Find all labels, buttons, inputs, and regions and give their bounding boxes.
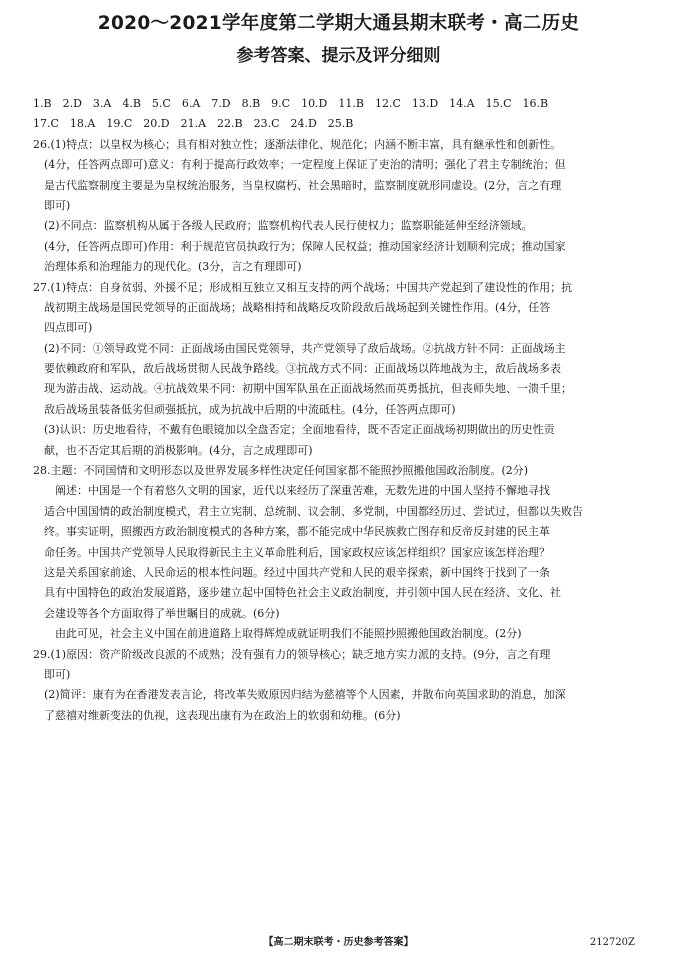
page-footer [0, 934, 677, 952]
answer-line: 要依赖政府和军队，敌后战场贯彻人民战争路线。③抗战方式不同：正面战场以阵地战为主，敌后战场多表 [33, 362, 561, 376]
page-subtitle: 参考答案、提示及评分细则 [236, 46, 441, 66]
answer-line: 命任务。中国共产党领导人民取得新民主主义革命胜利后，国家政权应该怎样组织？国家应该怎样治理？ [33, 545, 550, 559]
answer-line: (3)认识：历史地看待，不戴有色眼镜加以全盘否定；全面地看待，既不否定正面战场初期做出的历史性贡 [33, 423, 555, 437]
answer-line: 四点即可) [33, 321, 93, 335]
answer-line: 适合中国国情的政治制度模式，君主立宪制、总统制、议会制、多党制，中国都经历过、尝试过，但都以失败告 [33, 504, 583, 518]
answer-line: (2)简评：康有为在香港发表言论，将改革失败原因归结为慈禧等个人因素，并散布向英国求助的消息，加深 [33, 688, 566, 702]
answer-line: 17.C 18.A 19.C 20.D 21.A 22.B 23.C 24.D 25.B [33, 117, 354, 131]
answer-line: 是古代监察制度主要是为皇权统治服务，当皇权腐朽、社会黑暗时，监察制度就形同虚设。(2分，言之有理 [33, 178, 562, 192]
page-title: 2020～2021学年度第二学期大通县期末联考・高二历史 [97, 13, 580, 34]
answer-line: 28.主题：不同国情和文明形态以及世界发展多样性决定任何国家都不能照抄照搬他国政治制度。(2分) [33, 464, 529, 478]
answer-line: 27.(1)特点：自身贫弱、外援不足；形成相互独立又相互支持的两个战场；中国共产党起到了建设性的作用；抗 [33, 280, 573, 294]
answer-line: 1.B 2.D 3.A 4.B 5.C 6.A 7.D 8.B 9.C 10.D 11.B 12.C 13.D 14.A 15.C 16.B [33, 97, 549, 110]
answer-line: 由此可见，社会主义中国在前进道路上取得辉煌成就证明我们不能照抄照搬他国政治制度。(2分) [33, 627, 522, 641]
answer-content [33, 94, 647, 726]
answer-line: 这是关系国家前途、人民命运的根本性问题。经过中国共产党和人民的艰辛探索，新中国终于找到了一条 [33, 565, 550, 579]
answer-line: 战初期主战场是国民党领导的正面战场；战略相持和战略反攻阶段敌后战场起到关键性作用。(4分，任答 [33, 300, 551, 314]
answer-line: 敌后战场虽装备低劣但顽强抵抗，成为抗战中后期的中流砥柱。(4分，任答两点即可) [33, 402, 456, 416]
answer-line: (2)不同点：监察机构从属于各级人民政府；监察机构代表人民行使权力；监察职能延伸至经济领域。 [33, 219, 533, 233]
answer-line: 即可) [33, 198, 71, 212]
answer-line: 治理体系和治理能力的现代化。(3分，言之有理即可) [33, 260, 302, 274]
answer-line: 终。事实证明，照搬西方政治制度模式的各种方案，都不能完成中华民族救亡图存和反帝反封建的民主革 [33, 525, 550, 539]
answer-line: 了慈禧对维新变法的仇视，这表现出康有为在政治上的软弱和幼稚。(6分) [33, 708, 401, 722]
answer-line: 会建设等各个方面取得了举世瞩目的成就。(6分) [33, 606, 280, 620]
answer-line: 29.(1)原因：资产阶级改良派的不成熟；没有强有力的领导核心；缺乏地方实力派的支持。(9分，言之有理 [33, 647, 551, 661]
answer-line: (4分，任答两点即可)作用：利于规范官员执政行为；保障人民权益；推动国家经济计划顺利完成；推动国家 [33, 239, 566, 253]
answer-line: 阐述：中国是一个有着悠久文明的国家，近代以来经历了深重苦难，无数先进的中国人坚持不懈地寻找 [33, 484, 550, 498]
answer-line: (2)不同：①领导政党不同：正面战场由国民党领导，共产党领导了敌后战场。②抗战方针不同：正面战场主 [33, 341, 566, 355]
answer-line: 即可) [33, 667, 71, 681]
answer-line: 现为游击战、运动战。④抗战效果不同：初期中国军队虽在正面战场然而英勇抵抗，但丧师失地、一溃千里； [33, 382, 572, 396]
answer-line: 献，也不否定其后期的消极影响。(4分，言之成理即可) [33, 443, 313, 457]
answer-line: 26.(1)特点：以皇权为核心；具有相对独立性；逐渐法律化、规范化；内涵不断丰富，具有継承性和创新性。 [33, 137, 562, 151]
answer-line: (4分，任答两点即可)意义：有利于提高行政效率；一定程度上保证了吏治的清明；强化了君主专制统治；但 [33, 158, 566, 172]
answer-line: 具有中国特色的政治发展道路，逐步建立起中国特色社会主义政治制度，并引领中国人民在经济、文化、社 [33, 586, 561, 600]
footer-code: 212720Z [589, 937, 635, 948]
footer-label: 【高二期末联考・历史参考答案】 [263, 937, 414, 948]
